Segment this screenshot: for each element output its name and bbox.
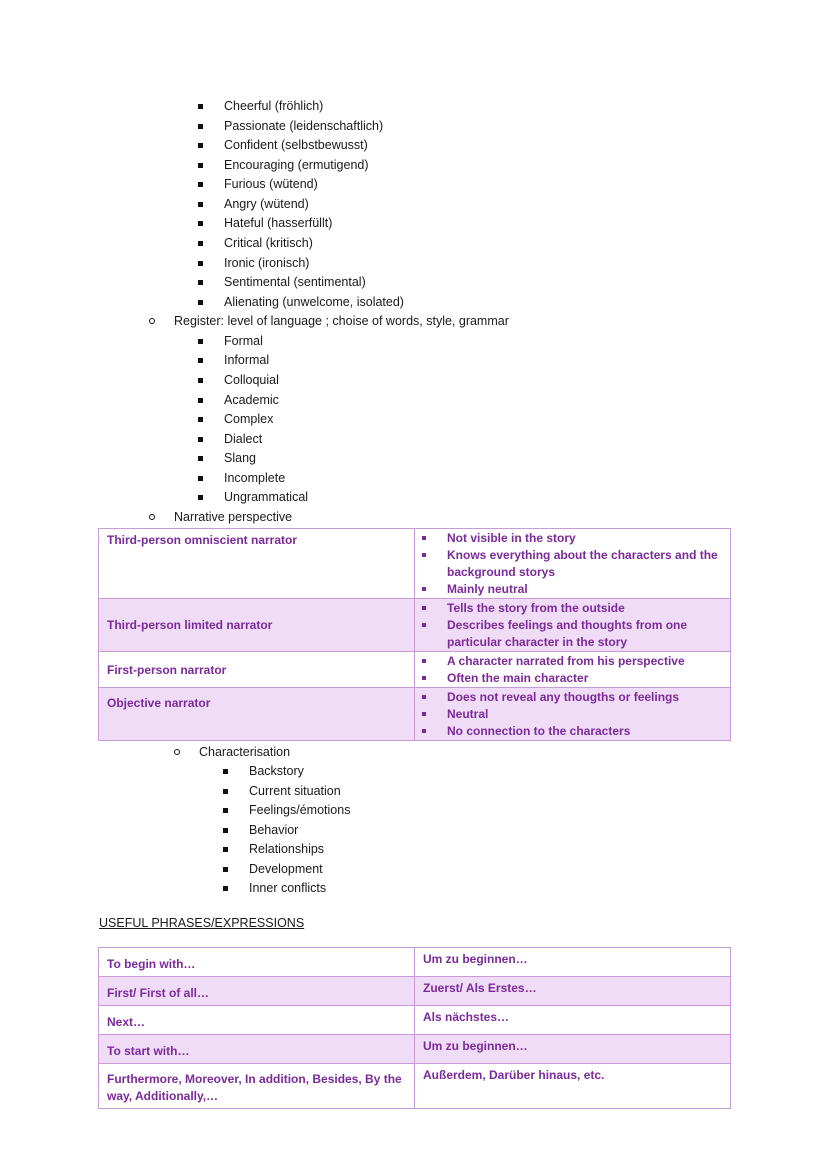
list-item: Slang bbox=[198, 449, 256, 469]
square-bullet-icon bbox=[223, 867, 228, 872]
square-bullet-icon bbox=[198, 437, 203, 442]
phrase-en: Next… bbox=[99, 1006, 415, 1035]
section-narrative: Narrative perspective bbox=[149, 508, 292, 528]
square-bullet-icon bbox=[198, 358, 203, 363]
list-item: Hateful (hasserfüllt) bbox=[198, 214, 332, 234]
list-item: Formal bbox=[198, 332, 263, 352]
list-item: Not visible in the story bbox=[447, 530, 730, 547]
list-item: Academic bbox=[198, 391, 279, 411]
table-row bbox=[99, 977, 731, 1006]
phrase-de: Um zu beginnen… bbox=[415, 1035, 731, 1064]
square-bullet-icon bbox=[198, 476, 203, 481]
phrase-de: Außerdem, Darüber hinaus, etc. bbox=[415, 1064, 731, 1109]
square-bullet-icon bbox=[198, 261, 203, 266]
phrase-en: First/ First of all… bbox=[99, 977, 415, 1006]
square-bullet-icon bbox=[198, 163, 203, 168]
section-characterisation: Characterisation bbox=[174, 743, 290, 763]
square-bullet-icon bbox=[198, 241, 203, 246]
square-bullet-icon bbox=[198, 104, 203, 109]
table-row bbox=[99, 948, 731, 977]
list-item: Dialect bbox=[198, 430, 262, 450]
list-item: Backstory bbox=[223, 762, 304, 782]
circle-bullet-icon bbox=[149, 514, 155, 520]
square-bullet-icon bbox=[223, 828, 228, 833]
square-bullet-icon bbox=[223, 789, 228, 794]
narrator-name: First-person narrator bbox=[99, 652, 415, 688]
list-item: Often the main character bbox=[447, 670, 730, 687]
list-item: Colloquial bbox=[198, 371, 279, 391]
phrase-de: Um zu beginnen… bbox=[415, 948, 731, 977]
square-bullet-icon bbox=[198, 124, 203, 129]
circle-bullet-icon bbox=[149, 318, 155, 324]
square-bullet-icon bbox=[223, 847, 228, 852]
list-item: Tells the story from the outside bbox=[447, 600, 730, 617]
square-bullet-icon bbox=[198, 182, 203, 187]
square-bullet-icon bbox=[198, 339, 203, 344]
square-bullet-icon bbox=[223, 886, 228, 891]
narrator-name: Third-person omniscient narrator bbox=[99, 529, 415, 599]
table-row bbox=[99, 1035, 731, 1064]
phrase-en: Furthermore, Moreover, In addition, Besides, By the way, Additionally,… bbox=[99, 1064, 415, 1109]
list-item: Development bbox=[223, 860, 323, 880]
list-item: Feelings/émotions bbox=[223, 801, 350, 821]
list-item: Inner conflicts bbox=[223, 879, 326, 899]
list-item: Complex bbox=[198, 410, 273, 430]
list-item: Incomplete bbox=[198, 469, 285, 489]
narrator-name: Third-person limited narrator bbox=[99, 599, 415, 652]
phrase-en: To begin with… bbox=[99, 948, 415, 977]
list-item: Does not reveal any thougths or feelings bbox=[447, 689, 730, 706]
square-bullet-icon bbox=[198, 398, 203, 403]
list-item: Informal bbox=[198, 351, 269, 371]
list-item: Alienating (unwelcome, isolated) bbox=[198, 293, 404, 313]
section-register: Register: level of language ; choise of words, style, grammar bbox=[149, 312, 509, 332]
list-item: Sentimental (sentimental) bbox=[198, 273, 366, 293]
narrator-name: Objective narrator bbox=[99, 688, 415, 741]
list-item: A character narrated from his perspective bbox=[447, 653, 730, 670]
square-bullet-icon bbox=[198, 300, 203, 305]
square-bullet-icon bbox=[198, 456, 203, 461]
list-item: Ironic (ironisch) bbox=[198, 254, 309, 274]
phrase-de: Zuerst/ Als Erstes… bbox=[415, 977, 731, 1006]
list-item: Behavior bbox=[223, 821, 298, 841]
list-item: Mainly neutral bbox=[447, 581, 730, 598]
list-item: Ungrammatical bbox=[198, 488, 308, 508]
narrator-traits bbox=[415, 599, 731, 652]
section-heading: USEFUL PHRASES/EXPRESSIONS bbox=[99, 916, 305, 930]
phrase-en: To start with… bbox=[99, 1035, 415, 1064]
list-item: Neutral bbox=[447, 706, 730, 723]
square-bullet-icon bbox=[198, 495, 203, 500]
table-row bbox=[99, 529, 731, 599]
narrator-traits bbox=[415, 688, 731, 741]
square-bullet-icon bbox=[198, 143, 203, 148]
list-item: Passionate (leidenschaftlich) bbox=[198, 117, 383, 137]
table-row bbox=[99, 688, 731, 741]
list-item: Furious (wütend) bbox=[198, 175, 318, 195]
square-bullet-icon bbox=[198, 202, 203, 207]
list-item: No connection to the characters bbox=[447, 723, 730, 740]
list-item: Relationships bbox=[223, 840, 324, 860]
square-bullet-icon bbox=[198, 280, 203, 285]
table-row bbox=[99, 1006, 731, 1035]
circle-bullet-icon bbox=[174, 749, 180, 755]
square-bullet-icon bbox=[198, 378, 203, 383]
list-item: Angry (wütend) bbox=[198, 195, 309, 215]
list-item: Cheerful (fröhlich) bbox=[198, 97, 323, 117]
table-row bbox=[99, 1064, 731, 1109]
list-item: Confident (selbstbewusst) bbox=[198, 136, 368, 156]
phrases-table bbox=[98, 947, 731, 1109]
square-bullet-icon bbox=[223, 808, 228, 813]
square-bullet-icon bbox=[223, 769, 228, 774]
phrase-de: Als nächstes… bbox=[415, 1006, 731, 1035]
list-item: Current situation bbox=[223, 782, 341, 802]
narrator-traits bbox=[415, 652, 731, 688]
narrative-table bbox=[98, 528, 731, 741]
table-row bbox=[99, 652, 731, 688]
list-item: Knows everything about the characters and the background storys bbox=[447, 547, 730, 581]
square-bullet-icon bbox=[198, 417, 203, 422]
table-row bbox=[99, 599, 731, 652]
square-bullet-icon bbox=[198, 221, 203, 226]
list-item: Describes feelings and thoughts from one particular character in the story bbox=[447, 617, 730, 651]
list-item: Critical (kritisch) bbox=[198, 234, 313, 254]
narrator-traits bbox=[415, 529, 731, 599]
list-item: Encouraging (ermutigend) bbox=[198, 156, 369, 176]
